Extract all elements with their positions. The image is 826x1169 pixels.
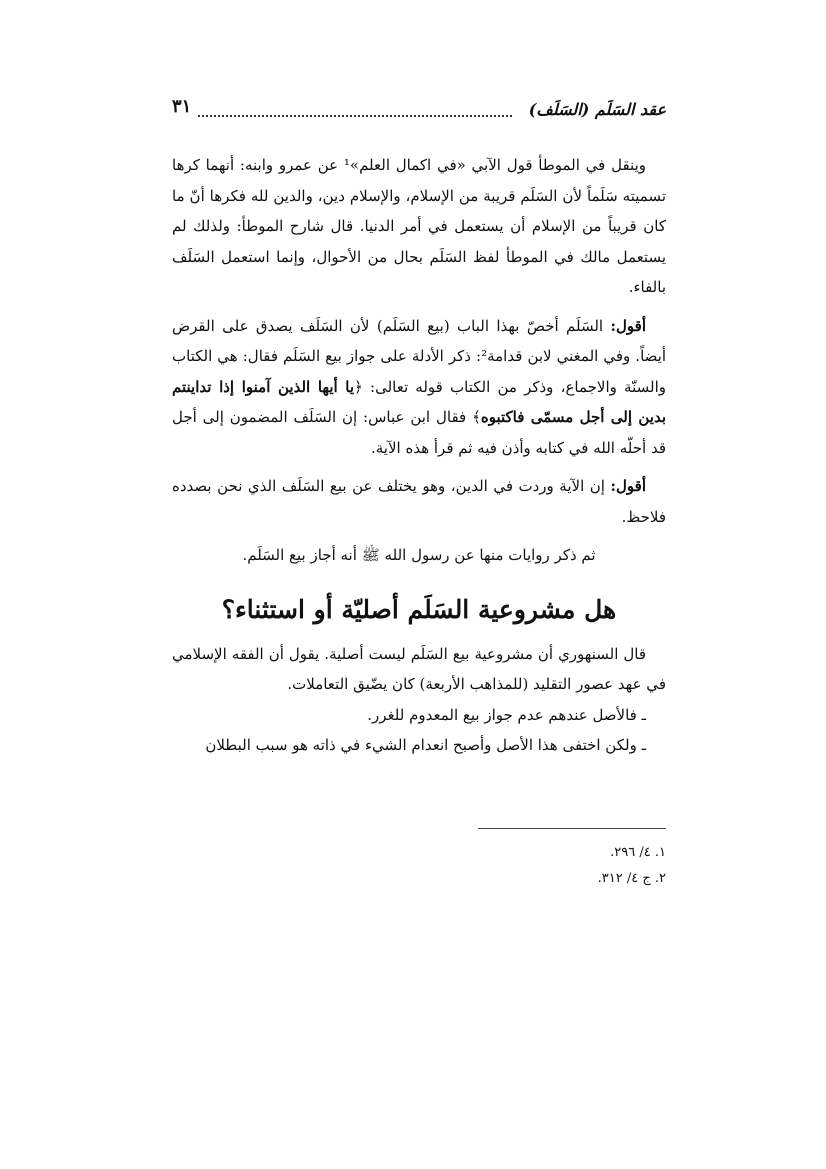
section-heading: هل مشروعية السَلَم أصليّة أو استثناء؟ — [221, 594, 617, 624]
paragraph-2-lead: أقول: — [610, 316, 646, 335]
running-header — [172, 96, 666, 124]
footnote-1: ١. ٤/ ٢٩٦. — [610, 845, 666, 860]
footnote-divider — [478, 828, 666, 829]
page-number: ٣١ — [172, 96, 192, 117]
paragraph-3-lead: أقول: — [610, 477, 646, 495]
header-dotted-leader — [198, 115, 512, 117]
paragraph-1: وينقل في الموطأ قول الآبي «في اكمال العلم»¹ عن عمرو وابنه: أنهما كرها تسميته سَلَماً لأن السَلَم قريبة من الإسلام، والإسلام دين، والدين لله فكرها أنّ ما كان قريباً من الإسلام أن يستعمل في أمر الدنيا. قال شارح الموطأ: ولذلك لم يستعمل مالك في الموطأ لفظ السَلَم بحال من الأحوال، وإنما استعمل السَلَف بالفاء. — [172, 156, 666, 296]
paragraph-4: ثم ذكر روايات منها عن رسول الله ﷺ أنه أجاز بيع السَلَم. — [242, 546, 596, 564]
body-text — [172, 150, 666, 761]
document-page — [172, 96, 666, 886]
paragraph-3 — [172, 471, 666, 532]
paragraph-7: ـ ولكن اختفى هذا الأصل وأصبح انعدام الشيء في ذاته هو سبب البطلان — [205, 736, 646, 754]
paragraph-2 — [172, 311, 666, 464]
paragraph-5: قال السنهوري أن مشروعية بيع السَلَم ليست أصلية. يقول أن الفقه الإسلامي في عهد عصور التقليد (للمذاهب الأربعة) كان يضّيق التعاملات. — [172, 644, 666, 693]
paragraph-2-body-a: السَلَم أخصّ بهذا الباب (بيع السَلَم) لأن السَلَف يصدق على القرض أيضاً. وفي المغني لابن قدامة²: ذكر الأدلة على جواز بيع السَلَم فقال: هي الكتاب والسنّة والاجماع، وذكر من الكتاب قوله تعالى: ﴿ — [172, 316, 666, 396]
paragraph-6: ـ فالأصل عندهم عدم جواز بيع المعدوم للغرر. — [367, 705, 646, 724]
quran-verse: يا أيها الذين آمنوا إذا تداينتم بدين إلى أجل مسمّى فاكتبوه — [172, 377, 666, 426]
paragraph-2-body-b: ﴾ فقال ابن عباس: إن السَلَف المضمون إلى أجل قد أحلّه الله في كتابه وأذن فيه ثم قرأ هذه الآية. — [172, 408, 666, 457]
paragraph-3-body: إن الآية وردت في الدين، وهو يختلف عن بيع السَلَف الذي نحن بصدده فلاحظ. — [172, 477, 666, 526]
running-title: عقد السَلَم (السَلَف) — [527, 98, 666, 122]
footnotes — [172, 840, 666, 892]
footnote-2: ٢. ج ٤/ ٣١٢. — [597, 871, 666, 886]
